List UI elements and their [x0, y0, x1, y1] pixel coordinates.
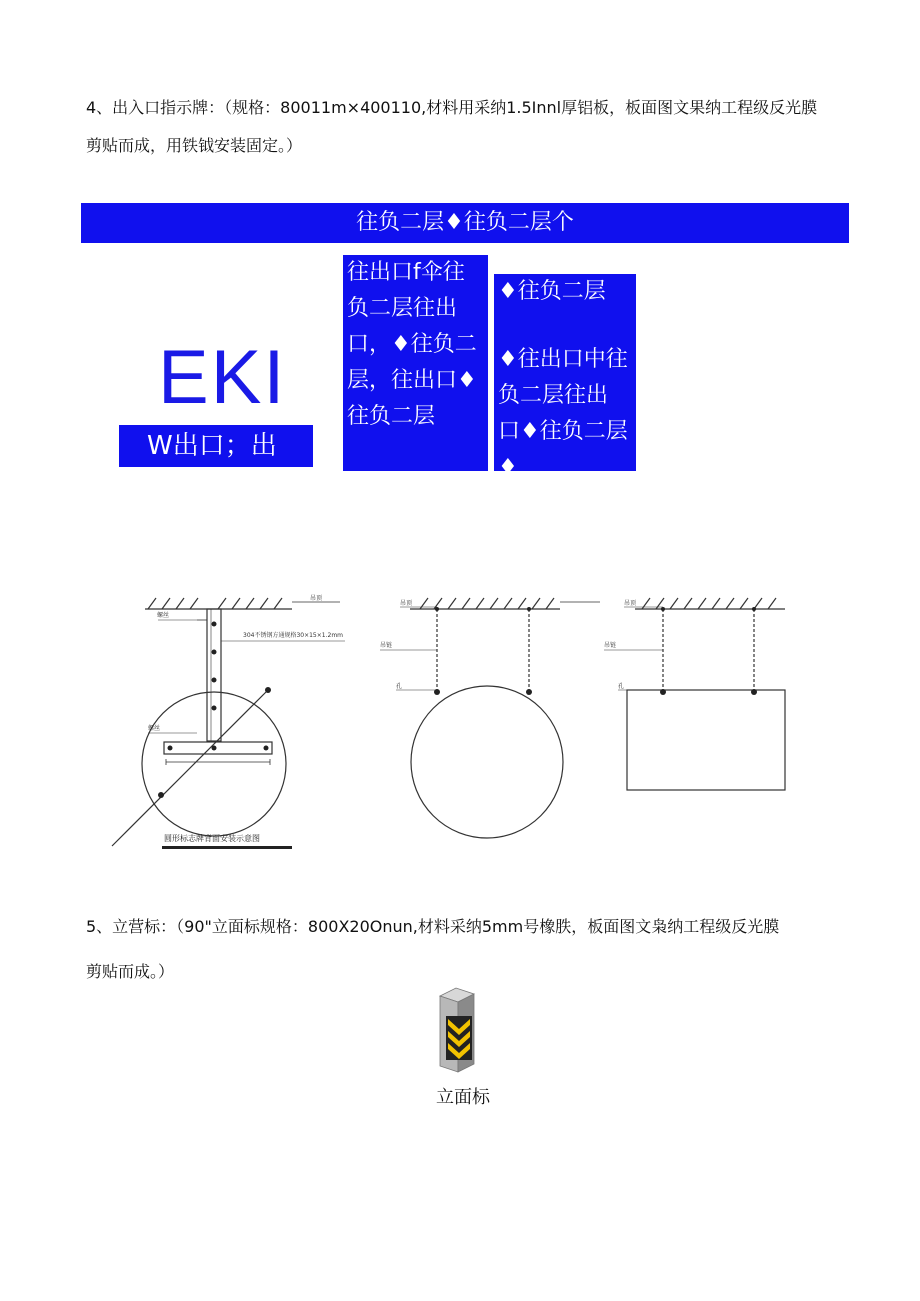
rect-sign-3	[627, 690, 785, 790]
circle-sign-1	[142, 692, 286, 836]
bollard-caption: 立面标	[436, 1087, 490, 1108]
sign-column-left-line: 往负二层	[347, 404, 436, 429]
label-ceiling: 吊顶	[310, 595, 323, 602]
circle-sign-2	[411, 686, 563, 838]
label-hole: 孔	[396, 683, 403, 690]
section4-heading-line1: 4、出入口指示牌：（规格：80011m×400110,材料用采纳1.5Innl厚铝板，板面图文果纳工程级反光膜	[86, 98, 818, 117]
section5-heading-line2: 剪贴而成。）	[86, 962, 175, 981]
sign-column-right-line: 口♦往负二层	[498, 419, 628, 444]
steel-bar	[164, 742, 272, 754]
sign-exit-bar: W出口；出	[119, 425, 313, 467]
sign-column-right-line: ♦往负二层	[498, 279, 606, 304]
steel-post	[207, 609, 221, 741]
label-hang-2: 吊顶	[624, 600, 637, 607]
sign-column-left-line: 层，往出口♦	[347, 368, 477, 393]
label-bolt: 螺丝	[157, 612, 170, 619]
sign-column-right-line: ♦往出口中往	[498, 347, 628, 372]
section4-heading-line2: 剪贴而成，用铁钺安装固定。）	[86, 136, 303, 155]
section-diagonal	[112, 690, 268, 846]
label-chain: 吊链	[380, 642, 393, 649]
bollard-illustration	[440, 988, 474, 1072]
sign-column-right-line: 负二层往出	[498, 383, 609, 408]
sign-column-left-line: 口，♦往负二	[347, 332, 477, 357]
label-hang: 吊顶	[400, 600, 413, 607]
label-chain-2: 吊链	[604, 642, 617, 649]
ceiling-hatch-1	[148, 598, 282, 609]
sign-column-left-line: 负二层往出	[347, 296, 458, 321]
label-steel-spec: 304不锈钢方通规格30×15×1.2mm	[243, 632, 344, 639]
label-bolt-2: 螺丝	[148, 725, 161, 732]
ceiling-hatch-2	[420, 598, 554, 609]
sign-eki-text: EKI	[158, 335, 287, 420]
sign-column-left-line: 往出口f伞往	[347, 260, 465, 285]
drawing-caption: 圆形标志牌背面安装示意图	[164, 834, 260, 843]
sign-banner: 往负二层♦往负二层个	[81, 203, 849, 243]
sign-column-right-line: ♦	[498, 455, 518, 480]
section5-heading-line1: 5、立营标：（90"立面标规格：800X20Onun,材料采纳5mm号橡胅，板面图文枭纳工程级反光膜	[86, 917, 780, 936]
label-hole-2: 孔	[618, 683, 625, 690]
